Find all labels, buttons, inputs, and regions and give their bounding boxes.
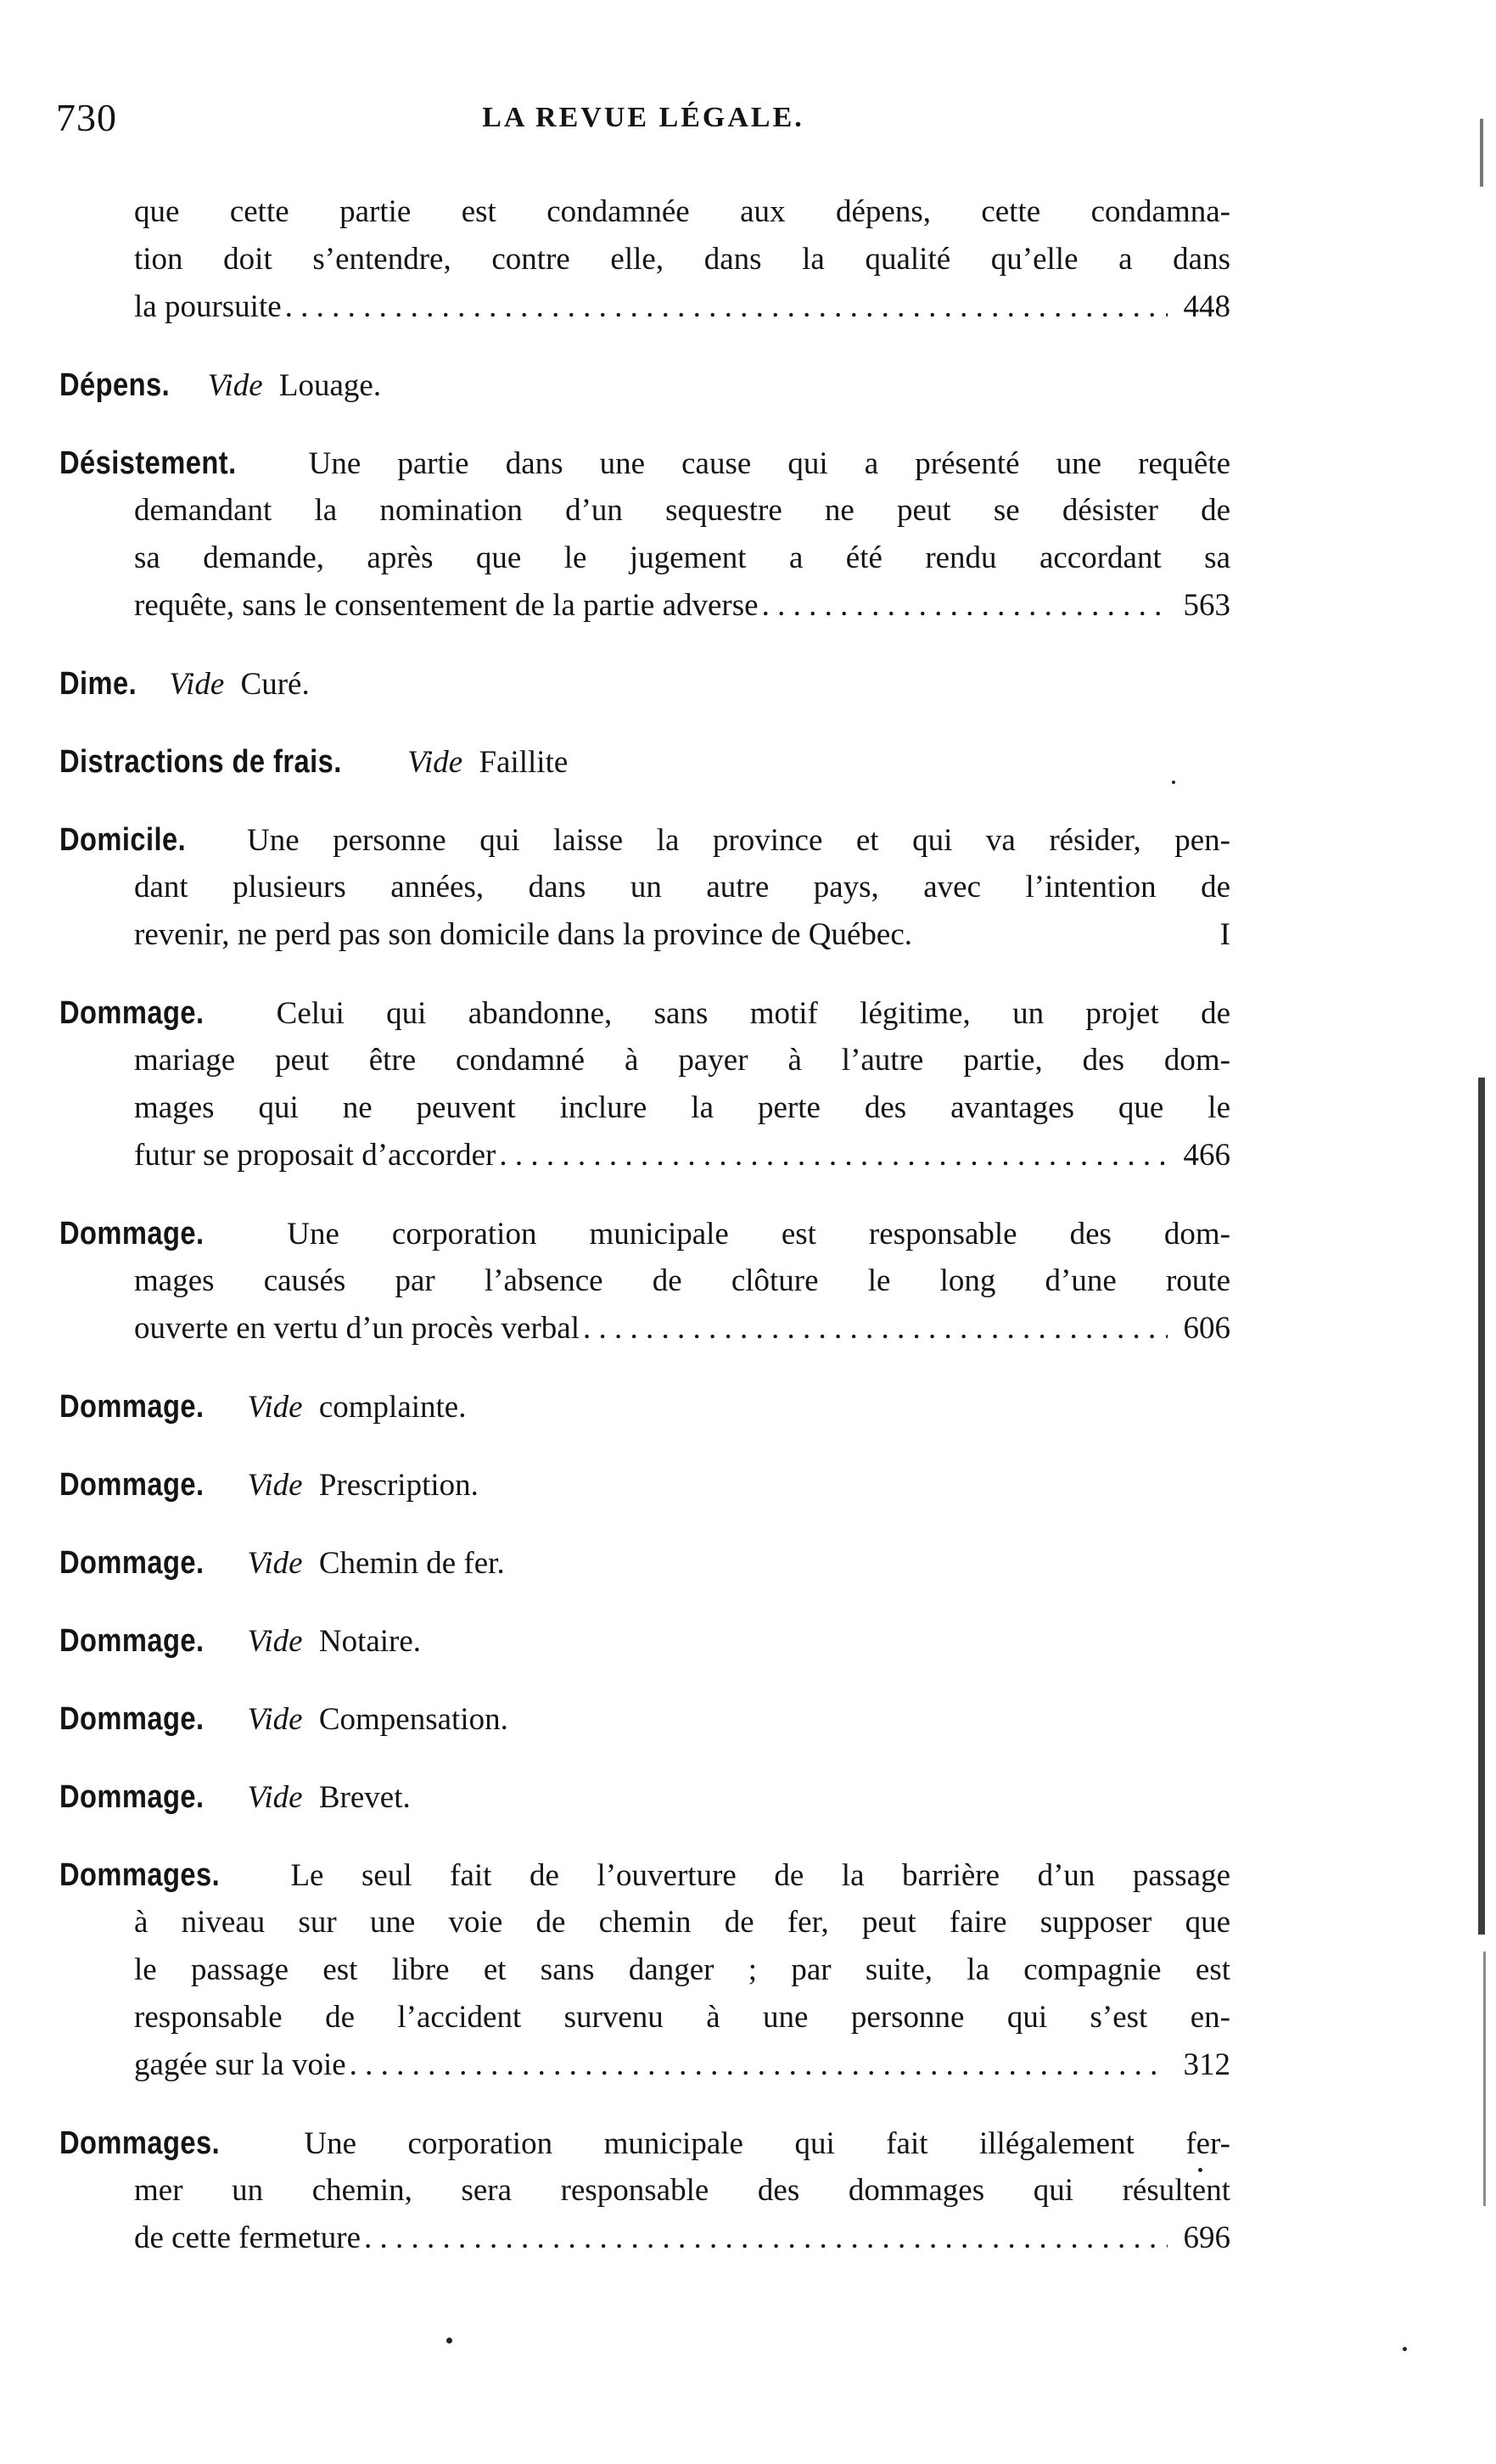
headword: Dommages.	[59, 1857, 221, 1893]
dot-leader	[350, 2041, 1168, 2089]
entry-line	[59, 1461, 1230, 1509]
cross-reference: Louage.	[278, 368, 382, 403]
page-reference: 466	[1183, 1138, 1230, 1173]
headword: Dommage.	[59, 1216, 205, 1252]
index-entry	[59, 1695, 1230, 1743]
vide-label: Vide	[169, 667, 225, 702]
dot-leader	[364, 2215, 1168, 2262]
entry-last-text: futur se proposait d’accorder	[134, 1138, 496, 1173]
entry-line	[59, 1383, 1230, 1431]
page-reference: 696	[1183, 2220, 1230, 2255]
index-entry	[59, 1773, 1230, 1821]
entry-line	[59, 1539, 1230, 1587]
index-entry	[59, 1461, 1230, 1509]
cross-reference: Compensation.	[318, 1702, 508, 1737]
entry-last-line	[59, 1132, 1230, 1179]
scan-edge-shadow	[1480, 119, 1483, 187]
entry-last-line	[59, 2215, 1230, 2262]
entry-text-line: tion doit s’entendre, contre elle, dans la qualité qu’elle a dans	[134, 242, 1230, 277]
entry-text-line: le passage est libre et sans danger ; par suite, la compagnie est	[134, 1952, 1230, 1987]
page-reference: I	[1219, 917, 1230, 952]
cross-reference: Notaire.	[318, 1624, 422, 1659]
entry-first-text: Une corporation municipale est responsable des dom-	[287, 1217, 1231, 1252]
entry-first-line	[59, 1210, 1230, 1257]
scan-edge-shadow	[1478, 1078, 1485, 1935]
entry-text-line: mages causés par l’absence de clôture le long d’une route	[134, 1263, 1230, 1298]
entry-first-text: Une corporation municipale qui fait illégalement fer-	[304, 2126, 1230, 2161]
entry-text-line: dant plusieurs années, dans un autre pays, avec l’intention de	[134, 870, 1230, 904]
vide-label: Vide	[207, 368, 263, 403]
entry-line	[59, 660, 1230, 708]
index-entry	[59, 440, 1230, 630]
headword: Dommage.	[59, 1467, 205, 1503]
headword: Dommage.	[59, 1389, 205, 1425]
index-entry	[59, 2120, 1230, 2262]
dot-leader	[285, 283, 1168, 331]
entry-first-line	[59, 440, 1230, 487]
index-entry	[59, 1851, 1230, 2089]
headword: Dommage.	[59, 1623, 205, 1659]
index-entry	[59, 361, 1230, 409]
headword: Dommages.	[59, 2125, 221, 2161]
headword: Distractions de frais.	[59, 744, 342, 780]
index-entry	[59, 738, 1230, 786]
entry-text-line: responsable de l’accident survenu à une personne qui s’est en-	[134, 2000, 1230, 2035]
entry-first-line	[59, 816, 1230, 864]
page-number: 730	[56, 96, 117, 139]
dot-leader	[762, 582, 1168, 630]
cross-reference: Faillite	[479, 745, 569, 780]
page-reference: 448	[1183, 289, 1230, 324]
entry-last-text: la poursuite	[134, 289, 282, 324]
entry-text-line: mer un chemin, sera responsable des dommages qui résultent	[134, 2173, 1230, 2208]
dot-leader	[583, 1305, 1168, 1352]
entry-first-text: Une partie dans une cause qui a présenté une requête	[308, 446, 1230, 481]
headword: Désistement.	[59, 445, 237, 481]
entry-last-text: gagée sur la voie	[134, 2047, 346, 2082]
entry-first-line	[59, 1851, 1230, 1899]
index-entry	[59, 660, 1230, 708]
index-entry	[59, 1210, 1230, 1352]
cross-reference: Curé.	[240, 667, 310, 702]
vide-label: Vide	[247, 1624, 303, 1659]
entry-first-text: Le seul fait de l’ouverture de la barrière d’un passage	[290, 1858, 1231, 1893]
cross-reference: complainte.	[318, 1390, 467, 1425]
entry-last-line	[59, 1305, 1230, 1352]
index-entry	[59, 816, 1230, 959]
entry-line	[59, 1773, 1230, 1821]
entry-line	[59, 1617, 1230, 1665]
cross-reference: Prescription.	[318, 1468, 479, 1503]
entry-first-text: Celui qui abandonne, sans motif légitime, un projet de	[276, 996, 1231, 1031]
entry-last-text: de cette fermeture	[134, 2220, 361, 2255]
ink-speck	[446, 2338, 452, 2344]
vide-label: Vide	[247, 1468, 303, 1503]
cross-reference: Chemin de fer.	[318, 1546, 505, 1581]
running-title: LA REVUE LÉGALE.	[482, 102, 804, 133]
ink-speck	[1172, 781, 1175, 784]
page-reference: 606	[1183, 1311, 1230, 1346]
entry-first-line	[59, 2120, 1230, 2167]
index-entry	[59, 1383, 1230, 1431]
vide-label: Vide	[407, 745, 463, 780]
headword: Dommage.	[59, 1701, 205, 1737]
ink-speck	[1198, 2168, 1202, 2172]
dot-leader	[499, 1132, 1168, 1179]
headword: Dépens.	[59, 367, 171, 403]
ink-speck	[1403, 2347, 1407, 2351]
entry-text-line: sa demande, après que le jugement a été rendu accordant sa	[134, 540, 1230, 575]
vide-label: Vide	[247, 1780, 303, 1815]
entry-text-line: demandant la nomination d’un sequestre ne peut se désister de	[134, 493, 1230, 528]
cross-reference: Brevet.	[318, 1780, 411, 1815]
vide-label: Vide	[247, 1702, 303, 1737]
entry-text-line: mages qui ne peuvent inclure la perte des avantages que le	[134, 1090, 1230, 1125]
entry-text-line: mariage peut être condamné à payer à l’autre partie, des dom-	[134, 1043, 1230, 1078]
entry-first-text: Une personne qui laisse la province et qui va résider, pen-	[246, 823, 1231, 858]
headword: Domicile.	[59, 822, 187, 858]
page-reference: 563	[1183, 588, 1230, 623]
entry-first-line	[59, 989, 1230, 1037]
scan-edge-shadow	[1483, 1952, 1486, 2206]
headword: Dime.	[59, 666, 137, 702]
entry-last-text: revenir, ne perd pas son domicile dans la province de Québec.	[134, 917, 913, 952]
entry-text-line: à niveau sur une voie de chemin de fer, peut faire supposer que	[134, 1905, 1230, 1940]
entry-line	[59, 361, 1230, 409]
entry-line	[59, 738, 1230, 786]
index-entry-continuation	[59, 188, 1230, 331]
headword: Dommage.	[59, 1779, 205, 1815]
page-header	[56, 95, 1230, 146]
entry-line	[59, 1695, 1230, 1743]
index-list	[59, 188, 1230, 2293]
vide-label: Vide	[247, 1546, 303, 1581]
entry-last-line	[59, 283, 1230, 331]
index-entry	[59, 1539, 1230, 1587]
entry-text-line: que cette partie est condamnée aux dépens, cette condamna-	[134, 194, 1230, 229]
entry-last-text: requête, sans le consentement de la partie adverse	[134, 588, 759, 623]
entry-last-line	[59, 582, 1230, 630]
index-entry	[59, 1617, 1230, 1665]
entry-last-line	[59, 911, 1230, 959]
entry-last-text: ouverte en vertu d’un procès verbal	[134, 1311, 580, 1346]
headword: Dommage.	[59, 995, 205, 1031]
vide-label: Vide	[247, 1390, 303, 1425]
index-entry	[59, 989, 1230, 1179]
headword: Dommage.	[59, 1545, 205, 1581]
page-reference: 312	[1183, 2047, 1230, 2082]
entry-last-line	[59, 2041, 1230, 2089]
